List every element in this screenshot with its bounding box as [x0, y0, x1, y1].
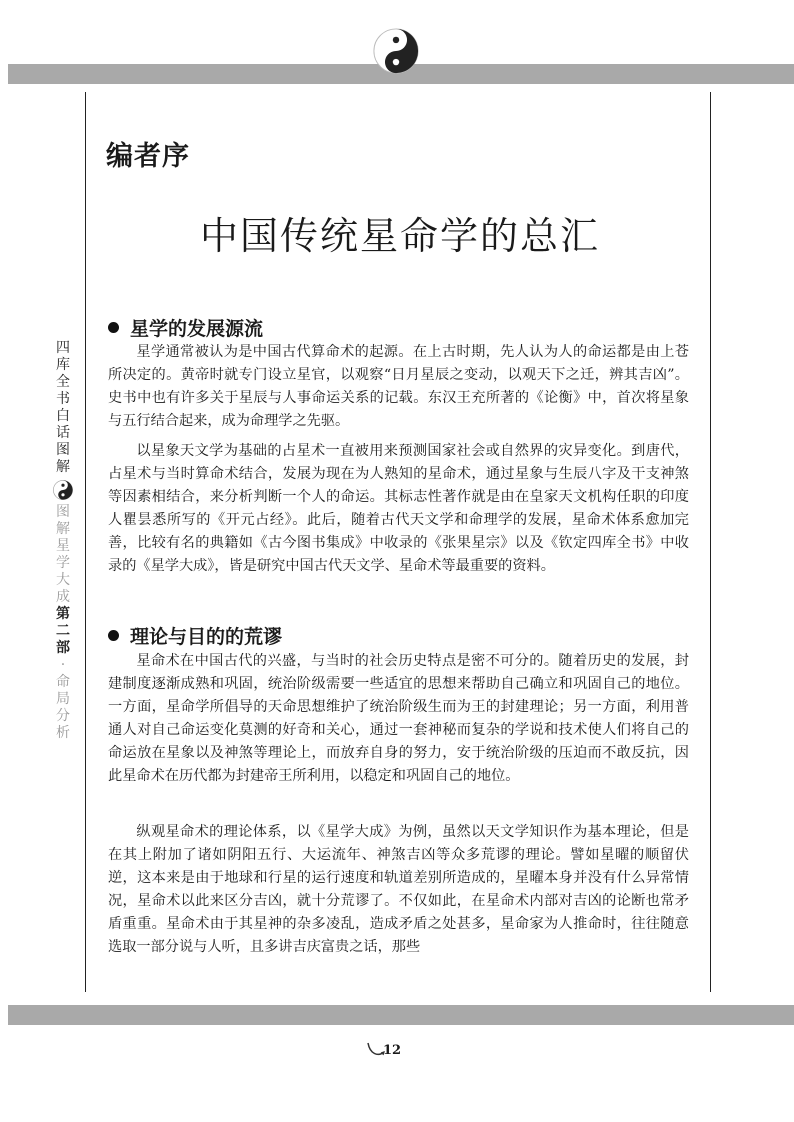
paragraph: 以星象天文学为基础的占星术一直被用来预测国家社会或自然界的灾异变化。到唐代，占星术与当时算命术结合，发展为现在为人熟知的星命术，通过星象与生辰八字及干支神煞等因素相结合，来分析判断一个人的命运。其标志性著作就是由在皇家天文机构任职的印度人瞿昙悉所写的《开元占经》。此后，随着古代天文学和命理学的发展，星命术体系愈加完善，比较有名的典籍如《古今图书集成》中收录的《张果星宗》以及《钦定四库全书》中收录的《星学大成》，皆是研究中国古代天文学、星命术等最重要的资料。 — [108, 443, 689, 574]
section-heading-text: 星学的发展源流 — [130, 318, 264, 340]
paragraph: 星学通常被认为是中国古代算命术的起源。在上古时期，先人认为人的命运都是由上苍所决定的。黄帝时就专门设立星官，以观察“日月星辰之变动，以观天下之迁，辨其吉凶”。史书中也有许多关于星辰与人事命运关系的记载。东汉王充所著的《论衡》中，首次将星象与五行结合起来，成为命理学之先驱。 — [108, 344, 689, 429]
section-heading-2 — [108, 622, 282, 649]
section-heading-text: 理论与目的的荒谬 — [130, 626, 283, 648]
chapter-label: 命局分析 — [56, 674, 70, 741]
book-title: 图解星学大成 — [56, 504, 70, 605]
left-margin-rule — [85, 92, 86, 992]
page-title: 中国传统星命学的总汇 — [199, 214, 600, 258]
bullet-icon — [108, 630, 119, 641]
side-tab — [52, 340, 74, 742]
paragraph: 纵观星命术的理论体系，以《星学大成》为例，虽然以天文学知识作为基本理论，但是在其上附加了诸如阴阳五行、大运流年、神煞吉凶等众多荒谬的理论。譬如星曜的顺留伏逆，这本来是由于地球和行星的运行速度和轨道差别所造成的，星曜本身并没有什么异常情况，星命术以此来区分吉凶，就十分荒谬了。不仅如此，在星命术内部对吉凶的论断也常矛盾重重。星命术由于其星神的杂多凌乱，造成矛盾之处甚多，星命家为人推命时，往往随意选取一部分说与人听，且多讲吉庆富贵之话，那些 — [108, 824, 689, 955]
series-title: 四库全书白话图解 — [56, 340, 70, 475]
page-number: 12 — [383, 1043, 402, 1058]
bullet-icon — [108, 322, 119, 333]
footer-band — [8, 1005, 794, 1025]
yin-yang-icon — [373, 28, 419, 74]
right-margin-rule — [710, 92, 711, 992]
section-label: 编者序 — [106, 141, 190, 172]
part-label: 第二部 — [56, 606, 70, 656]
paragraph: 星命术在中国古代的兴盛，与当时的社会历史特点是密不可分的。随着历史的发展，封建制度逐渐成熟和巩固，统治阶级需要一些适宜的思想来帮助自己确立和巩固自己的地位。一方面，星命学所倡导的天命思想维护了统治阶级生而为王的封建理论；另一方面，利用普通人对自己命运变化莫测的好奇和关心，通过一套神秘而复杂的学说和技术使人们将自己的命运放在星象以及神煞等理论上，而放弃自身的努力，安于统治阶级的压迫而不敢反抗，因此星命术在历代都为封建帝王所利用，以稳定和巩固自己的地位。 — [108, 653, 689, 784]
yin-yang-icon — [53, 480, 73, 500]
separator: · — [60, 657, 66, 673]
section-heading-1 — [108, 314, 263, 341]
